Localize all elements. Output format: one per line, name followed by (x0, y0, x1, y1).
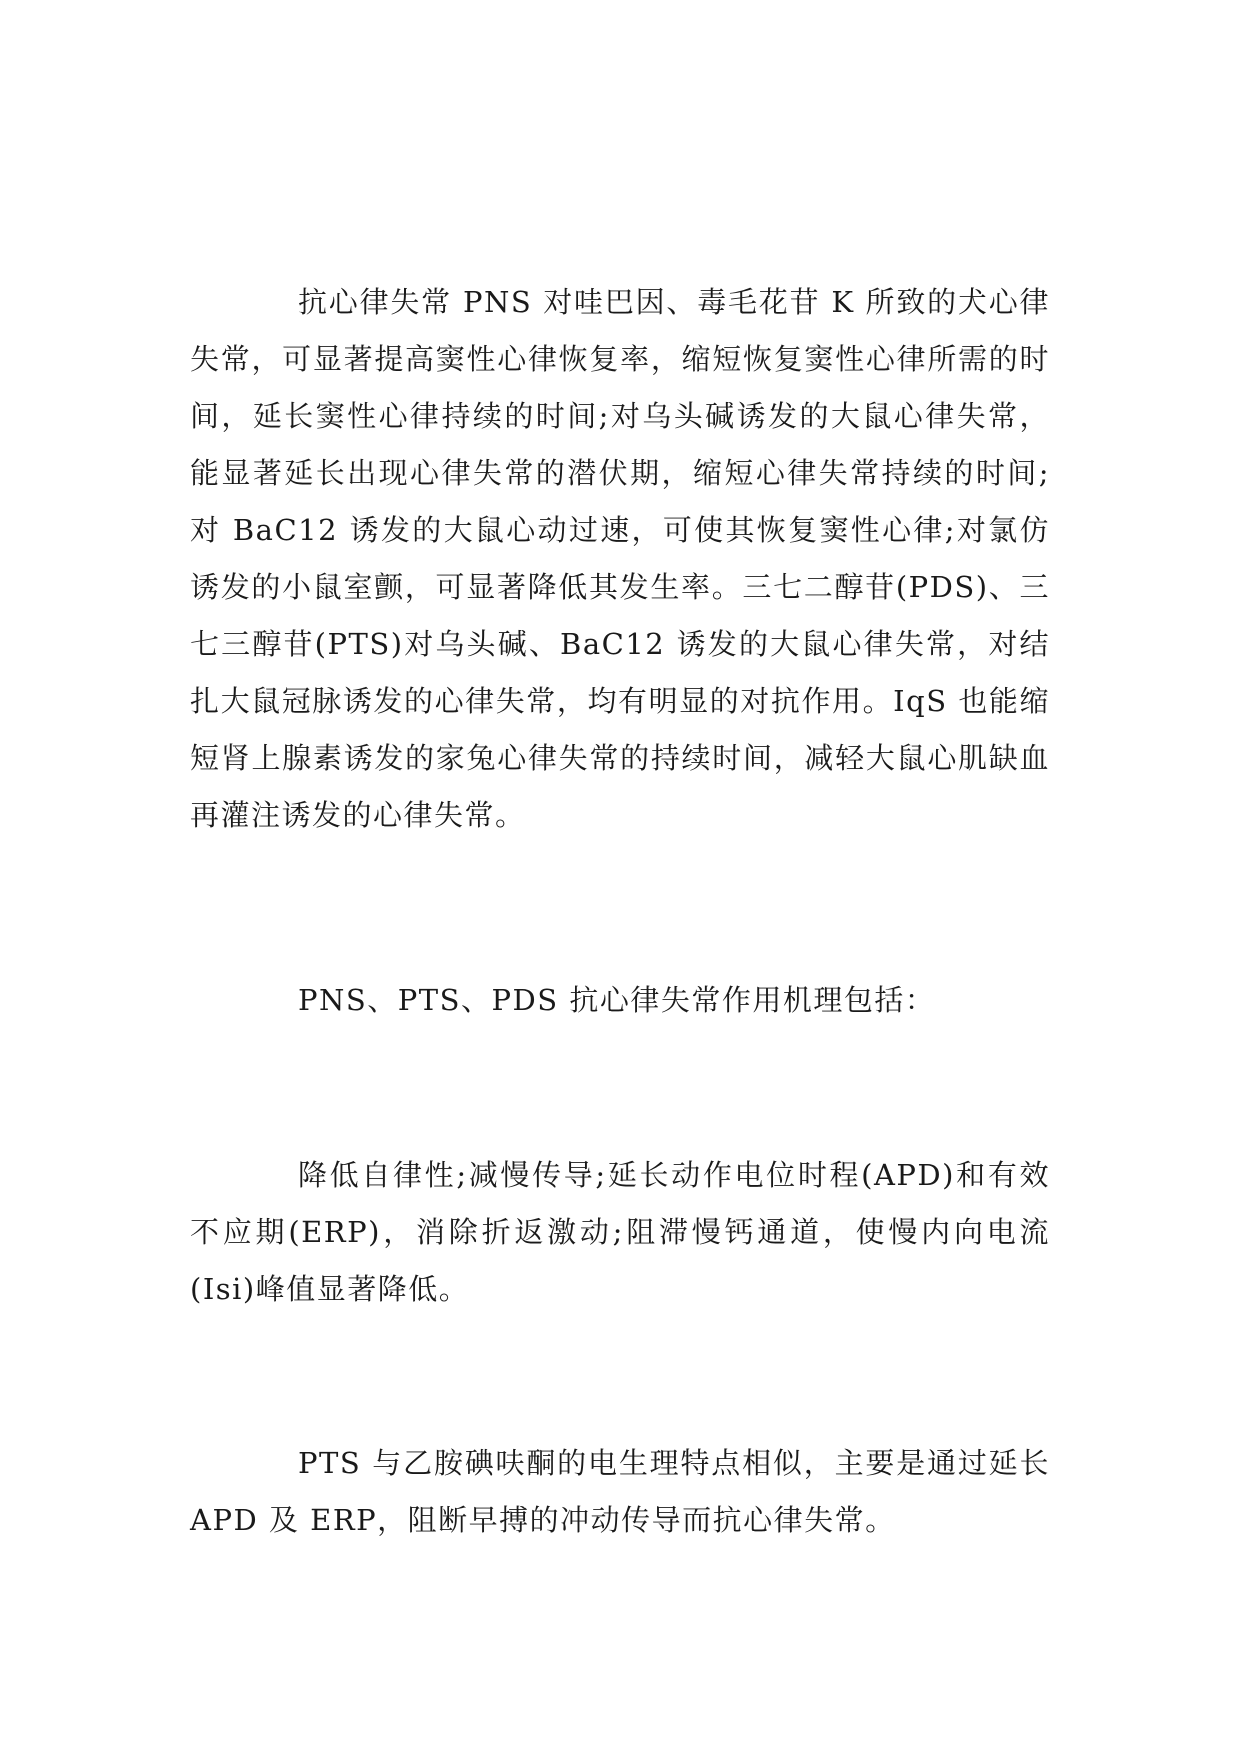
paragraph-pts-electrophysiology: PTS 与乙胺碘呋酮的电生理特点相似，主要是通过延长 APD 及 ERP，阻断早搏的冲动传导而抗心律失常。 (190, 1446, 1050, 1537)
paragraph-mechanism-details: 降低自律性;减慢传导;延长动作电位时程(APD)和有效不应期(ERP)，消除折返激动;阻滞慢钙通道，使慢内向电流(Isi)峰值显著降低。 (190, 1158, 1050, 1306)
paragraph-antiarrhythmic-effects: 抗心律失常 PNS 对哇巴因、毒毛花苷 K 所致的犬心律失常，可显著提高窦性心律恢复率，缩短恢复窦性心律所需的时间，延长窦性心律持续的时间;对乌头碱诱发的大鼠心律失常，能显著延长出现心律失常的潜伏期，缩短心律失常持续的时间;对 BaC12 诱发的大鼠心动过速，可使其恢复窦性心律;对氯仿诱发的小鼠室颤，可显著降低其发生率。三七二醇苷(PDS)、三七三醇苷(PTS)对乌头碱、BaC12 诱发的大鼠心律失常，对结扎大鼠冠脉诱发的心律失常，均有明显的对抗作用。IqS 也能缩短肾上腺素诱发的家兔心律失常的持续时间，减轻大鼠心肌缺血再灌注诱发的心律失常。 (190, 285, 1050, 832)
paragraph-mechanism-intro: PNS、PTS、PDS 抗心律失常作用机理包括： (298, 983, 936, 1017)
